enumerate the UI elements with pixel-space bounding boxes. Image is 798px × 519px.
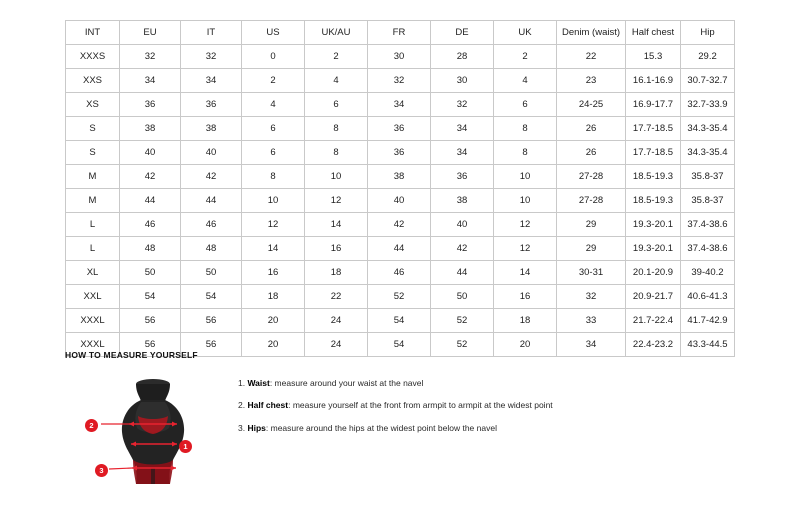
cell-uk-au: 4 xyxy=(305,69,368,93)
cell-half-chest: 21.7-22.4 xyxy=(626,309,681,333)
cell-half-chest: 16.1-16.9 xyxy=(626,69,681,93)
cell-uk-au: 14 xyxy=(305,213,368,237)
cell-us: 18 xyxy=(242,285,305,309)
cell-half-chest: 20.1-20.9 xyxy=(626,261,681,285)
cell-uk: 10 xyxy=(494,165,557,189)
table-row xyxy=(66,285,735,309)
cell-int: XL xyxy=(66,261,120,285)
cell-uk-au: 10 xyxy=(305,165,368,189)
column-header-uk-au: UK/AU xyxy=(305,21,368,45)
cell-denim-waist: 27-28 xyxy=(557,165,626,189)
cell-it: 46 xyxy=(181,213,242,237)
column-header-uk: UK xyxy=(494,21,557,45)
cell-int: XS xyxy=(66,93,120,117)
cell-denim-waist: 24-25 xyxy=(557,93,626,117)
cell-de: 34 xyxy=(431,141,494,165)
cell-denim-waist: 22 xyxy=(557,45,626,69)
cell-de: 44 xyxy=(431,261,494,285)
measure-instructions-list xyxy=(238,378,553,445)
cell-hip: 41.7-42.9 xyxy=(681,309,735,333)
cell-uk: 12 xyxy=(494,213,557,237)
cell-fr: 54 xyxy=(368,333,431,357)
column-header-us: US xyxy=(242,21,305,45)
cell-de: 30 xyxy=(431,69,494,93)
table-row xyxy=(66,213,735,237)
how-to-measure-title: HOW TO MEASURE YOURSELF xyxy=(65,350,198,360)
mannequin-figure xyxy=(91,372,216,497)
cell-eu: 34 xyxy=(120,69,181,93)
cell-uk: 10 xyxy=(494,189,557,213)
cell-it: 54 xyxy=(181,285,242,309)
column-header-eu: EU xyxy=(120,21,181,45)
cell-uk: 20 xyxy=(494,333,557,357)
cell-it: 50 xyxy=(181,261,242,285)
instruction-number: 1. xyxy=(238,378,246,388)
cell-int: XXXL xyxy=(66,309,120,333)
cell-eu: 56 xyxy=(120,309,181,333)
cell-us: 8 xyxy=(242,165,305,189)
column-header-denim-waist: Denim (waist) xyxy=(557,21,626,45)
cell-hip: 39-40.2 xyxy=(681,261,735,285)
table-row xyxy=(66,189,735,213)
cell-us: 0 xyxy=(242,45,305,69)
cell-us: 14 xyxy=(242,237,305,261)
cell-fr: 42 xyxy=(368,213,431,237)
cell-eu: 36 xyxy=(120,93,181,117)
cell-it: 36 xyxy=(181,93,242,117)
table-row xyxy=(66,45,735,69)
column-header-fr: FR xyxy=(368,21,431,45)
cell-fr: 38 xyxy=(368,165,431,189)
table-header-row xyxy=(66,21,735,45)
cell-hip: 37.4-38.6 xyxy=(681,237,735,261)
size-chart-table xyxy=(65,20,735,357)
cell-uk-au: 12 xyxy=(305,189,368,213)
cell-fr: 36 xyxy=(368,141,431,165)
cell-uk-au: 22 xyxy=(305,285,368,309)
how-to-measure-body xyxy=(65,370,734,497)
table-body xyxy=(66,45,735,357)
cell-uk: 12 xyxy=(494,237,557,261)
cell-de: 50 xyxy=(431,285,494,309)
bullet-marker-2: 2 xyxy=(85,419,98,432)
cell-fr: 34 xyxy=(368,93,431,117)
table-row xyxy=(66,165,735,189)
cell-int: XXS xyxy=(66,69,120,93)
instruction-text: : measure around the hips at the widest point below the navel xyxy=(265,422,497,433)
cell-uk: 4 xyxy=(494,69,557,93)
cell-int: L xyxy=(66,213,120,237)
cell-eu: 42 xyxy=(120,165,181,189)
cell-hip: 40.6-41.3 xyxy=(681,285,735,309)
table-row xyxy=(66,237,735,261)
cell-us: 10 xyxy=(242,189,305,213)
cell-int: L xyxy=(66,237,120,261)
cell-half-chest: 19.3-20.1 xyxy=(626,213,681,237)
measure-instruction-hips xyxy=(238,423,553,434)
cell-denim-waist: 23 xyxy=(557,69,626,93)
cell-int: M xyxy=(66,165,120,189)
cell-eu: 32 xyxy=(120,45,181,69)
cell-denim-waist: 27-28 xyxy=(557,189,626,213)
cell-it: 40 xyxy=(181,141,242,165)
column-header-de: DE xyxy=(431,21,494,45)
instruction-number: 2. xyxy=(238,400,246,411)
table-row xyxy=(66,261,735,285)
table-row xyxy=(66,309,735,333)
bullet-marker-1: 1 xyxy=(179,440,192,453)
cell-it: 48 xyxy=(181,237,242,261)
cell-denim-waist: 29 xyxy=(557,213,626,237)
cell-it: 42 xyxy=(181,165,242,189)
cell-eu: 56 xyxy=(120,333,181,357)
cell-eu: 40 xyxy=(120,141,181,165)
cell-half-chest: 16.9-17.7 xyxy=(626,93,681,117)
cell-half-chest: 19.3-20.1 xyxy=(626,237,681,261)
instruction-term: Hips xyxy=(247,422,266,433)
cell-uk: 16 xyxy=(494,285,557,309)
cell-fr: 46 xyxy=(368,261,431,285)
cell-hip: 35.8-37 xyxy=(681,165,735,189)
cell-fr: 52 xyxy=(368,285,431,309)
column-header-hip: Hip xyxy=(681,21,735,45)
cell-uk-au: 18 xyxy=(305,261,368,285)
table-row xyxy=(66,69,735,93)
cell-us: 6 xyxy=(242,117,305,141)
cell-denim-waist: 26 xyxy=(557,117,626,141)
cell-hip: 34.3-35.4 xyxy=(681,117,735,141)
cell-it: 56 xyxy=(181,333,242,357)
cell-int: XXL xyxy=(66,285,120,309)
cell-de: 28 xyxy=(431,45,494,69)
cell-uk-au: 2 xyxy=(305,45,368,69)
table-row xyxy=(66,93,735,117)
instruction-number: 3. xyxy=(238,422,246,433)
cell-half-chest: 17.7-18.5 xyxy=(626,141,681,165)
cell-hip: 37.4-38.6 xyxy=(681,213,735,237)
instruction-text: : measure yourself at the front from armpit to armpit at the widest point xyxy=(288,400,553,411)
cell-us: 6 xyxy=(242,141,305,165)
cell-half-chest: 22.4-23.2 xyxy=(626,333,681,357)
cell-de: 34 xyxy=(431,117,494,141)
instruction-text: : measure around your waist at the navel xyxy=(269,378,424,388)
cell-denim-waist: 30-31 xyxy=(557,261,626,285)
cell-fr: 40 xyxy=(368,189,431,213)
cell-half-chest: 17.7-18.5 xyxy=(626,117,681,141)
cell-fr: 30 xyxy=(368,45,431,69)
cell-int: S xyxy=(66,141,120,165)
cell-eu: 38 xyxy=(120,117,181,141)
cell-us: 2 xyxy=(242,69,305,93)
instruction-term: Waist xyxy=(247,378,270,388)
cell-eu: 54 xyxy=(120,285,181,309)
cell-int: M xyxy=(66,189,120,213)
instruction-term: Half chest xyxy=(247,400,289,411)
cell-half-chest: 20.9-21.7 xyxy=(626,285,681,309)
cell-denim-waist: 32 xyxy=(557,285,626,309)
cell-fr: 54 xyxy=(368,309,431,333)
cell-uk: 6 xyxy=(494,93,557,117)
cell-hip: 29.2 xyxy=(681,45,735,69)
cell-de: 38 xyxy=(431,189,494,213)
cell-de: 42 xyxy=(431,237,494,261)
cell-uk-au: 24 xyxy=(305,309,368,333)
cell-uk: 2 xyxy=(494,45,557,69)
cell-half-chest: 18.5-19.3 xyxy=(626,165,681,189)
size-chart-container xyxy=(65,20,734,357)
cell-it: 44 xyxy=(181,189,242,213)
cell-half-chest: 15.3 xyxy=(626,45,681,69)
cell-denim-waist: 26 xyxy=(557,141,626,165)
column-header-it: IT xyxy=(181,21,242,45)
cell-denim-waist: 33 xyxy=(557,309,626,333)
measure-instruction-half-chest xyxy=(238,400,553,411)
cell-it: 38 xyxy=(181,117,242,141)
cell-de: 36 xyxy=(431,165,494,189)
cell-uk: 18 xyxy=(494,309,557,333)
cell-int: XXXL xyxy=(66,333,120,357)
cell-int: S xyxy=(66,117,120,141)
cell-fr: 44 xyxy=(368,237,431,261)
cell-de: 52 xyxy=(431,333,494,357)
cell-hip: 30.7-32.7 xyxy=(681,69,735,93)
cell-half-chest: 18.5-19.3 xyxy=(626,189,681,213)
cell-us: 16 xyxy=(242,261,305,285)
cell-fr: 36 xyxy=(368,117,431,141)
cell-int: XXXS xyxy=(66,45,120,69)
table-row xyxy=(66,141,735,165)
cell-de: 40 xyxy=(431,213,494,237)
cell-hip: 35.8-37 xyxy=(681,189,735,213)
cell-us: 4 xyxy=(242,93,305,117)
column-header-int: INT xyxy=(66,21,120,45)
measure-instruction-waist xyxy=(238,378,553,389)
cell-uk-au: 24 xyxy=(305,333,368,357)
cell-eu: 44 xyxy=(120,189,181,213)
cell-denim-waist: 34 xyxy=(557,333,626,357)
cell-eu: 46 xyxy=(120,213,181,237)
table-row xyxy=(66,117,735,141)
cell-uk: 8 xyxy=(494,141,557,165)
bullet-marker-3: 3 xyxy=(95,464,108,477)
mannequin-illustration xyxy=(91,372,216,497)
cell-uk-au: 8 xyxy=(305,141,368,165)
cell-de: 32 xyxy=(431,93,494,117)
cell-it: 32 xyxy=(181,45,242,69)
cell-hip: 43.3-44.5 xyxy=(681,333,735,357)
cell-hip: 32.7-33.9 xyxy=(681,93,735,117)
cell-fr: 32 xyxy=(368,69,431,93)
cell-us: 20 xyxy=(242,309,305,333)
cell-us: 20 xyxy=(242,333,305,357)
cell-denim-waist: 29 xyxy=(557,237,626,261)
cell-it: 56 xyxy=(181,309,242,333)
cell-uk: 8 xyxy=(494,117,557,141)
cell-it: 34 xyxy=(181,69,242,93)
cell-uk-au: 6 xyxy=(305,93,368,117)
cell-eu: 50 xyxy=(120,261,181,285)
column-header-half-chest: Half chest xyxy=(626,21,681,45)
cell-us: 12 xyxy=(242,213,305,237)
cell-eu: 48 xyxy=(120,237,181,261)
cell-uk: 14 xyxy=(494,261,557,285)
cell-hip: 34.3-35.4 xyxy=(681,141,735,165)
how-to-measure-section xyxy=(65,350,734,497)
cell-de: 52 xyxy=(431,309,494,333)
cell-uk-au: 8 xyxy=(305,117,368,141)
cell-uk-au: 16 xyxy=(305,237,368,261)
